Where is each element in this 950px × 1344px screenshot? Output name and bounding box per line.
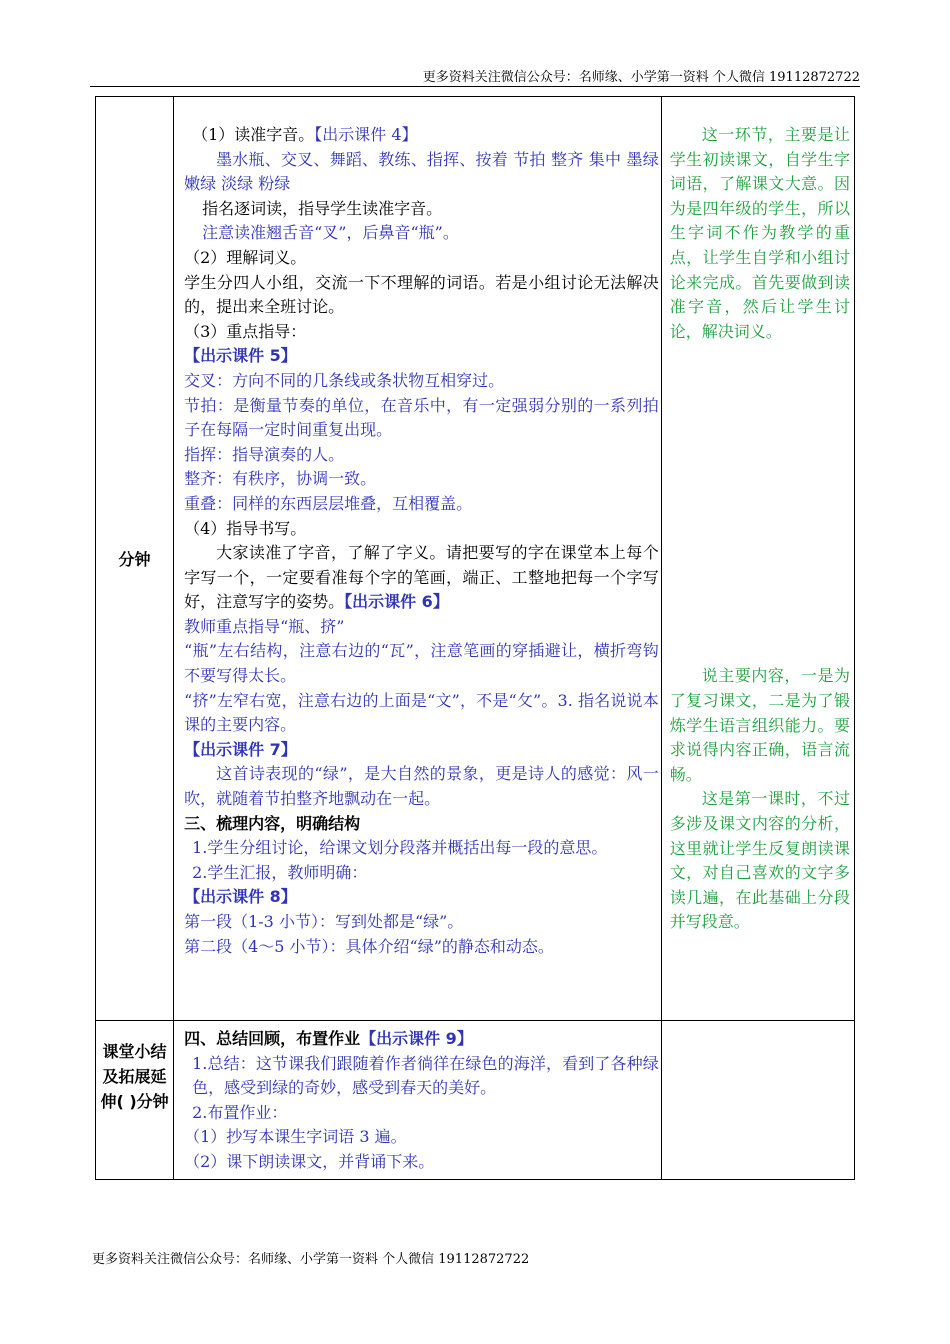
definition: 节拍：是衡量节奏的单位，在音乐中，有一定强弱分别的一系列拍子在每隔一定时间重复出现。 [184, 395, 659, 440]
table-row [96, 1021, 855, 1180]
step-read: （1）读准字音。 [192, 125, 315, 144]
note-paragraph: 说主要内容，一是为了复习课文，二是为了锻炼学生语言组织能力。要求说得内容正确，语言流畅。 [669, 666, 850, 784]
step-focus: （3）重点指导： [184, 321, 307, 341]
definition: 整齐：有秩序，协调一致。 [184, 469, 377, 489]
text-line: 注意读准翘舌音“叉”，后鼻音“瓶”。 [202, 223, 459, 243]
time-label: 分钟 [96, 97, 174, 1021]
homework-item: （2）课下朗读课文，并背诵下来。 [184, 1151, 435, 1171]
courseware-7: 【出示课件 7】 [184, 739, 297, 759]
text-line: 教师重点指导“瓶、挤” [184, 616, 345, 636]
summary-label: 课堂小结及拓展延伸( )分钟 [96, 1021, 174, 1180]
page-header: 更多资料关注微信公众号：名师缘、小学第一资料 个人微信 19112872722 [422, 70, 860, 85]
text-line: “瓶”左右结构，注意右边的“瓦”，注意笔画的穿插避让，横折弯钩不要写得太长。 [184, 641, 659, 686]
design-notes [661, 97, 854, 1021]
text-line: 指名逐词读，指导学生读准字音。 [202, 198, 443, 218]
step-understand: （2）理解词义。 [184, 247, 307, 267]
section-heading: 三、梳理内容，明确结构 [184, 813, 361, 833]
courseware-6: 【出示课件 6】 [344, 592, 449, 612]
text-line: 第二段（4～5 小节）：具体介绍“绿”的静态和动态。 [184, 936, 554, 956]
definition: 重叠：同样的东西层层堆叠，互相覆盖。 [184, 493, 473, 513]
definition: 交叉：方向不同的几条线或条状物互相穿过。 [184, 370, 505, 390]
homework-item: （1）抄写本课生字词语 3 遍。 [184, 1127, 407, 1147]
text-line: 这首诗表现的“绿”，是大自然的景象，更是诗人的感觉：风一吹，就随着节拍整齐地飘动在一起。 [184, 764, 659, 809]
header-rule [90, 86, 860, 87]
courseware-9: 【出示课件 9】 [360, 1029, 473, 1048]
text-line: 大家读准了字音，了解了字义。请把要写的字在课堂本上每个字写一个，一定要看准每个字的笔画，端正、工整地把每一个字写好，注意写字的姿势。 [184, 543, 659, 612]
empty-notes-cell [661, 1021, 854, 1180]
definition: 指挥：指导演奏的人。 [184, 444, 345, 464]
courseware-5: 【出示课件 5】 [184, 346, 297, 366]
section-heading: 四、总结回顾，布置作业 [184, 1029, 361, 1048]
page-footer: 更多资料关注微信公众号：名师缘、小学第一资料 个人微信 19112872722 [92, 1252, 530, 1267]
note-paragraph: 这一环节，主要是让学生初读课文，自学生字词语，了解课文大意。因为是四年级的学生，所以生字词不作为教学的重点，让学生自学和小组讨论来完成。首先要做到读准字音，然后让学生讨论，解决词义。 [669, 125, 850, 341]
text-line: 1.总结：这节课我们跟随着作者徜徉在绿色的海洋，看到了各种绿色，感受到绿的奇妙，感受到春天的美好。 [192, 1053, 659, 1098]
courseware-4: 【出示课件 4】 [314, 125, 418, 144]
text-line: 2.布置作业： [192, 1102, 288, 1122]
vocab-list: 墨水瓶、交叉、舞蹈、教练、指挥、按着 节拍 整齐 集中 墨绿 嫩绿 淡绿 粉绿 [184, 149, 659, 194]
step-writing: （4）指导书写。 [184, 518, 307, 538]
text-line: 2.学生汇报，教师明确： [192, 862, 368, 882]
text-line: 1.学生分组讨论，给课文划分段落并概括出每一段的意思。 [192, 838, 608, 858]
text-line: 学生分四人小组，交流一下不理解的词语。若是小组讨论无法解决的，提出来全班讨论。 [184, 272, 659, 317]
text-line: “挤”左窄右宽，注意右边的上面是“文”，不是“攵”。3. 指名说说本课的主要内容。 [184, 690, 659, 735]
courseware-8: 【出示课件 8】 [184, 887, 297, 907]
text-line: 第一段（1-3 小节）：写到处都是“绿”。 [184, 912, 464, 931]
summary-content [174, 1021, 662, 1180]
note-paragraph: 这是第一课时，不过多涉及课文内容的分析，这里就让学生反复朗读课文，对自己喜欢的文字多读几遍，在此基础上分段并写段意。 [669, 789, 850, 932]
lesson-table [95, 96, 855, 1180]
teaching-content [174, 97, 662, 1021]
table-row [96, 97, 855, 1021]
